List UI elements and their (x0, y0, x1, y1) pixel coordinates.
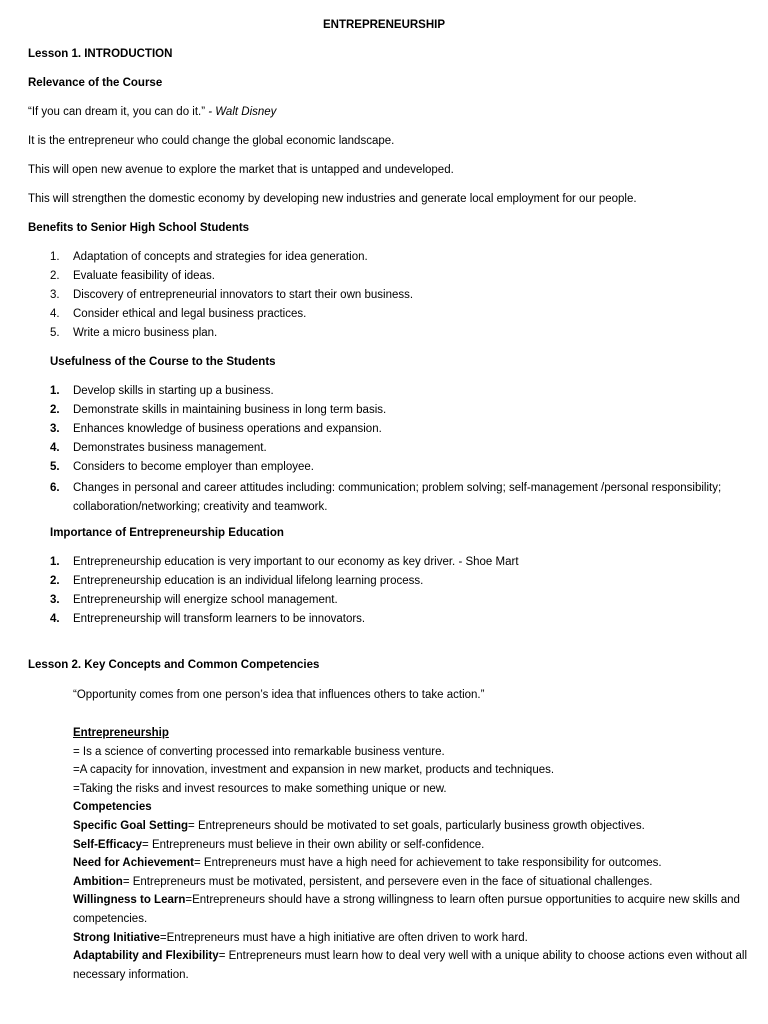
list-item (50, 384, 740, 403)
lesson1-heading: Lesson 1. INTRODUCTION (28, 48, 173, 60)
competency-text: =Entrepreneurs must have a high initiative are often driven to work hard. (159, 931, 528, 944)
competency-text: = Entrepreneurs should be motivated to set goals, particularly business growth objectives. (188, 819, 645, 832)
competency-text: = Entrepreneurs must have a high need for achievement to take responsibility for outcomes. (194, 857, 662, 870)
list-number: 3. (50, 423, 60, 435)
list-item (50, 612, 740, 631)
list-number: 3. (50, 594, 60, 606)
list-text: Considers to become employer than employee. (73, 461, 314, 473)
quote-author: - Walt Disney (205, 106, 277, 118)
competencies-heading: Competencies (73, 801, 152, 814)
list-number: 1. (50, 556, 60, 568)
list-number: 2. (50, 270, 60, 282)
list-number: 5. (50, 327, 60, 339)
competency-item (73, 947, 753, 984)
quote-line (28, 105, 748, 119)
lesson2-body (73, 724, 753, 984)
competency-term: Specific Goal Setting (73, 819, 189, 832)
competency-term: Self-Efficacy (73, 838, 143, 851)
competency-term: Ambition (73, 875, 123, 888)
list-number: 3. (50, 289, 60, 301)
list-text: Entrepreneurship will transform learners to be innovators. (73, 613, 366, 625)
competency-text: = Entrepreneurs must believe in their own ability or self-confidence. (142, 838, 485, 851)
quote-text: “If you can dream it, you can do it.” (28, 106, 206, 118)
definition-line: =Taking the risks and invest resources to make something unique or new. (73, 782, 447, 795)
competency-term: Strong Initiative (73, 931, 160, 944)
relevance-heading: Relevance of the Course (28, 77, 163, 89)
list-text: Demonstrates business management. (73, 442, 267, 454)
list-text: Demonstrate skills in maintaining business in long term basis. (73, 404, 387, 416)
competency-term: Need for Achievement (73, 857, 194, 870)
competency-item (73, 817, 753, 836)
definition-line: = Is a science of converting processed into remarkable business venture. (73, 745, 445, 758)
competency-text: = Entrepreneurs must be motivated, persistent, and persevere even in the face of situational challenges. (122, 875, 653, 888)
list-item (50, 441, 740, 460)
lesson2-heading: Lesson 2. Key Concepts and Common Competencies (28, 659, 320, 671)
competency-text: = Entrepreneurs must learn how to deal very well with a unique ability to choose actions even without all necessary information. (73, 950, 748, 981)
lesson2-quote: “Opportunity comes from one person’s idea that influences others to take action.” (73, 689, 485, 701)
list-number: 2. (50, 575, 60, 587)
competency-term: Willingness to Learn (73, 894, 186, 907)
list-text: Evaluate feasibility of ideas. (73, 270, 215, 282)
list-item (50, 422, 740, 441)
list-item (50, 269, 740, 288)
competency-item (73, 929, 753, 948)
competency-term: Adaptability and Flexibility (73, 950, 219, 963)
list-item (50, 574, 740, 593)
list-text: Entrepreneurship education is very important to our economy as key driver. - Shoe Mart (73, 556, 519, 568)
document-title: ENTREPRENEURSHIP (322, 19, 446, 31)
competency-item (73, 836, 753, 855)
list-item (50, 288, 740, 307)
list-text: Changes in personal and career attitudes including: communication; problem solving; self-management /personal responsibility; collaboration/networking; creativity and teamwork. (73, 482, 722, 513)
list-number: 6. (50, 482, 60, 494)
list-number: 1. (50, 385, 60, 397)
usefulness-heading: Usefulness of the Course to the Students (50, 356, 276, 368)
list-text: Entrepreneurship education is an individual lifelong learning process. (73, 575, 424, 587)
importance-list (50, 555, 740, 631)
list-text: Enhances knowledge of business operations and expansion. (73, 423, 382, 435)
list-item (50, 479, 740, 517)
list-number: 1. (50, 251, 60, 263)
list-text: Develop skills in starting up a business. (73, 385, 274, 397)
list-item (50, 593, 740, 612)
list-item (50, 403, 740, 422)
importance-heading: Importance of Entrepreneurship Education (50, 527, 284, 539)
list-number: 4. (50, 308, 60, 320)
list-text: Discovery of entrepreneurial innovators to start their own business. (73, 289, 414, 301)
competency-item (73, 873, 753, 892)
competency-text: =Entrepreneurs should have a strong willingness to learn often pursue opportunities to acquire new skills and competencies. (73, 894, 740, 925)
list-text: Adaptation of concepts and strategies for idea generation. (73, 251, 368, 263)
competency-item (73, 854, 753, 873)
list-text: Consider ethical and legal business practices. (73, 308, 307, 320)
entrepreneurship-heading: Entrepreneurship (73, 727, 169, 739)
benefits-list (50, 250, 740, 345)
list-number: 4. (50, 442, 60, 454)
list-item (50, 307, 740, 326)
paragraph-3: This will strengthen the domestic economy by developing new industries and generate local employment for our people. (28, 193, 637, 205)
list-item (50, 250, 740, 269)
definition-line: =A capacity for innovation, investment and expansion in new market, products and techniques. (73, 764, 555, 777)
list-number: 4. (50, 613, 60, 625)
competency-item (73, 891, 753, 928)
list-text: Write a micro business plan. (73, 327, 218, 339)
usefulness-list (50, 384, 740, 517)
paragraph-1: It is the entrepreneur who could change the global economic landscape. (28, 135, 395, 147)
list-item (50, 555, 740, 574)
list-number: 2. (50, 404, 60, 416)
list-number: 5. (50, 461, 60, 473)
benefits-heading: Benefits to Senior High School Students (28, 222, 250, 234)
list-item (50, 326, 740, 345)
list-item (50, 460, 740, 479)
paragraph-2: This will open new avenue to explore the market that is untapped and undeveloped. (28, 164, 454, 176)
list-text: Entrepreneurship will energize school management. (73, 594, 338, 606)
